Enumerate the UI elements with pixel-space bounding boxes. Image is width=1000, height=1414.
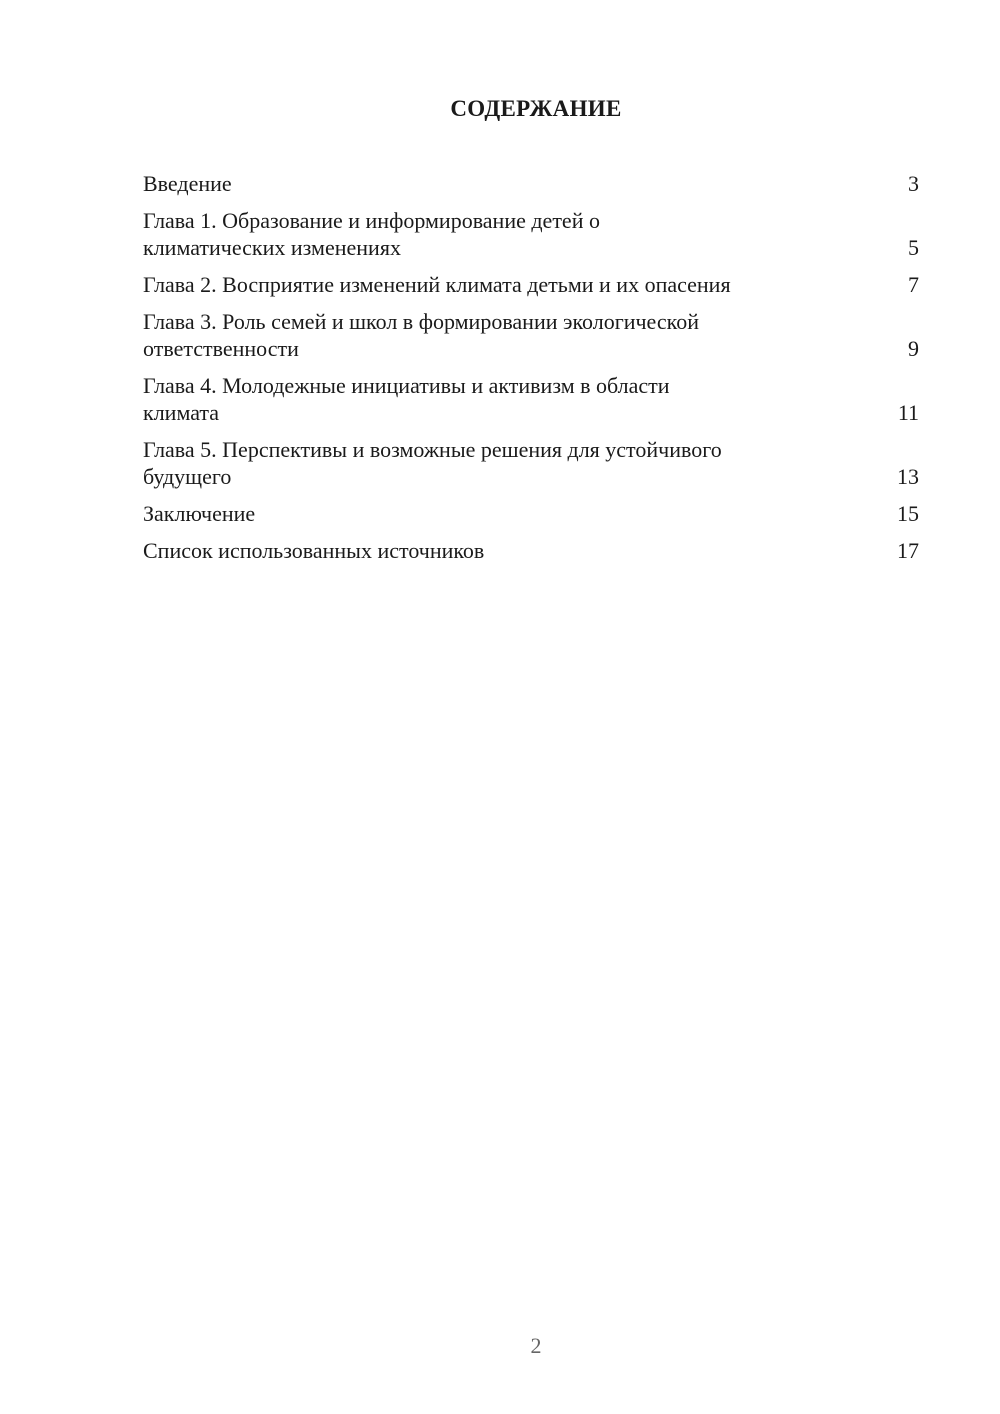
page-title: СОДЕРЖАНИЕ (450, 96, 622, 121)
toc-entry-chapter-1 (143, 207, 919, 261)
table-of-contents (143, 170, 919, 574)
toc-entry-introduction (143, 170, 919, 197)
toc-entry-title: Глава 1. Образование и информирование детей о климатических изменениях (143, 208, 600, 260)
toc-entry-page: 9 (908, 336, 919, 361)
toc-entry-page: 13 (897, 464, 919, 489)
toc-entry-title: Глава 2. Восприятие изменений климата детьми и их опасения (143, 272, 731, 297)
toc-entry-chapter-4 (143, 372, 919, 426)
toc-entry-references (143, 537, 919, 564)
toc-entry-title: Глава 5. Перспективы и возможные решения для устойчивого будущего (143, 437, 722, 489)
toc-entry-chapter-2 (143, 271, 919, 298)
toc-entry-chapter-3 (143, 308, 919, 362)
toc-entry-page: 7 (908, 272, 919, 297)
toc-entry-page: 17 (897, 538, 919, 563)
toc-entry-title: Глава 4. Молодежные инициативы и активизм в области климата (143, 373, 670, 425)
toc-entry-title: Введение (143, 171, 232, 196)
toc-entry-page: 11 (897, 400, 919, 425)
toc-entry-page: 3 (908, 171, 919, 196)
toc-entry-title: Список использованных источников (143, 538, 485, 563)
toc-entry-page: 5 (908, 235, 919, 260)
toc-entry-title: Глава 3. Роль семей и школ в формировании экологической ответственности (143, 309, 699, 361)
toc-entry-page: 15 (897, 501, 919, 526)
toc-entry-conclusion (143, 500, 919, 527)
page-number: 2 (530, 1333, 542, 1358)
toc-entry-chapter-5 (143, 436, 919, 490)
toc-entry-title: Заключение (143, 501, 256, 526)
